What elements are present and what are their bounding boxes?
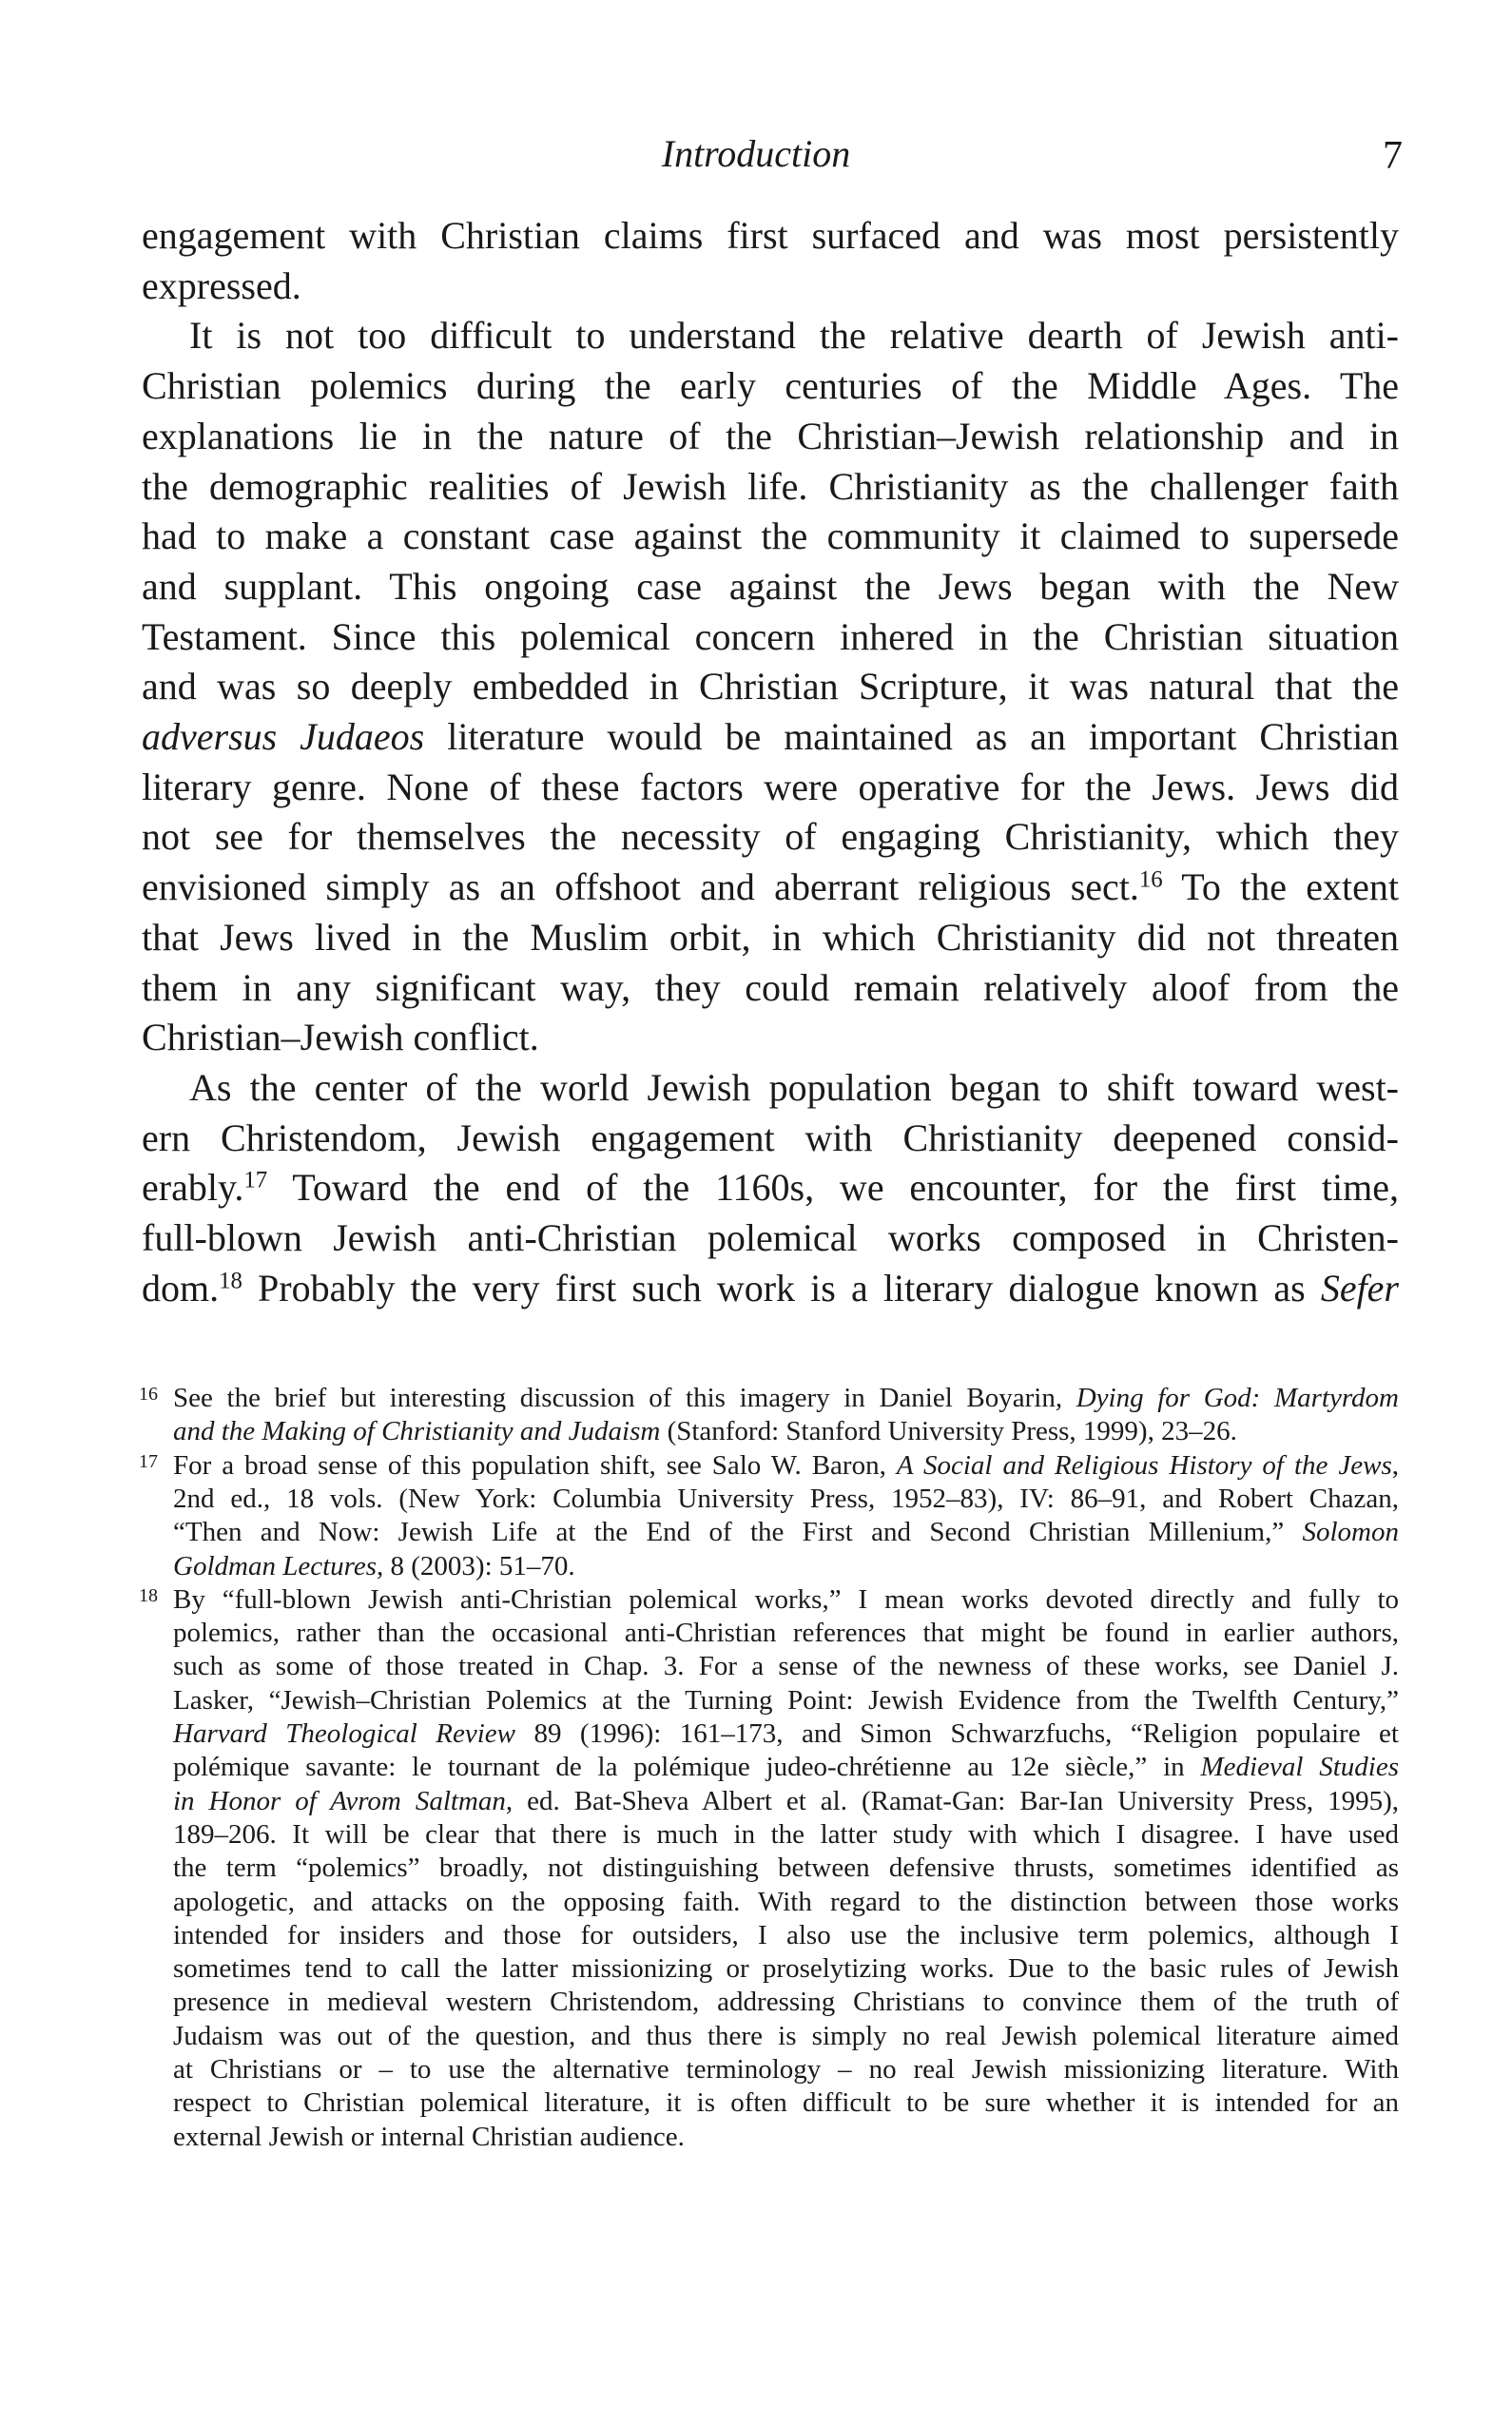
text-run: erably. <box>142 1166 244 1210</box>
italic-title: in Honor of Avrom Saltman <box>173 1785 506 1816</box>
body-line <box>142 662 1399 711</box>
text-run: ern Christendom, Jewish engagement with Christianity deepened consid- <box>142 1116 1399 1159</box>
body-line <box>142 863 1399 912</box>
footnote-reference: 18 <box>219 1268 242 1294</box>
italic-title: Solomon <box>1302 1517 1399 1548</box>
text-run: As the center of the world Jewish population began to shift toward west- <box>189 1065 1399 1109</box>
text-run: envisioned simply as an offshoot and aberrant religious sect. <box>142 865 1139 909</box>
body-line <box>142 1114 1399 1163</box>
footnote-line <box>173 2121 1399 2154</box>
body-line <box>142 361 1399 411</box>
body-line <box>142 763 1399 812</box>
running-header: Introduction <box>661 132 851 175</box>
text-run: the demographic realities of Jewish life. Christianity as the challenger faith <box>142 464 1399 508</box>
body-line <box>142 1063 1399 1113</box>
text-run: full-blown Jewish anti-Christian polemical works composed in Christen- <box>142 1216 1399 1259</box>
text-run: had to make a constant case against the community it claimed to supersede <box>142 514 1399 558</box>
page-number: 7 <box>1383 134 1403 178</box>
text-run: the term “polemics” broadly, not distinguishing between defensive thrusts, sometimes identified as <box>173 1853 1399 1884</box>
footnote-line <box>173 1583 1399 1617</box>
text-run: Testament. Since this polemical concern inhered in the Christian situation <box>142 614 1399 658</box>
text-run: , ed. Bat-Sheva Albert et al. (Ramat-Gan: Bar-Ian University Press, 1995), <box>505 1785 1399 1816</box>
text-run: Lasker, “Jewish–Christian Polemics at the Turning Point: Jewish Evidence from the Twelfth Century,” <box>173 1684 1399 1716</box>
text-run: dom. <box>142 1266 220 1310</box>
text-run: 189–206. It will be clear that there is much in the latter study with which I disagree. I have used <box>173 1818 1399 1850</box>
footnote-line <box>173 1886 1399 1919</box>
body-line <box>142 211 1399 261</box>
body-line <box>142 462 1399 512</box>
footnote-line <box>173 1986 1399 2019</box>
footnote-line <box>173 1952 1399 1986</box>
footnote-line <box>173 1516 1399 1549</box>
footnote-line <box>173 2086 1399 2120</box>
body-line <box>142 913 1399 962</box>
body-line <box>142 712 1399 762</box>
body-line <box>142 412 1399 461</box>
text-run: 89 (1996): 161–173, and Simon Schwarzfuchs, “Religion populaire et <box>515 1718 1399 1749</box>
footnote-line <box>173 1650 1399 1683</box>
footnote-line <box>173 2020 1399 2053</box>
italic-title: adversus Judaeos <box>142 715 425 758</box>
body-line <box>142 1163 1399 1212</box>
footnote-line <box>173 1382 1399 1415</box>
italic-title: Goldman Lectures <box>173 1550 377 1581</box>
text-run: explanations lie in the nature of the Christian–Jewish relationship and in <box>142 414 1399 457</box>
text-run: It is not too difficult to understand the relative dearth of Jewish anti- <box>189 314 1399 358</box>
body-line <box>142 1264 1399 1313</box>
text-run: Christian polemics during the early centuries of the Middle Ages. The <box>142 364 1399 408</box>
italic-title: A Social and Religious History of the Jews <box>896 1449 1392 1481</box>
text-run: respect to Christian polemical literature, it is often difficult to be sure whether it is intended for an <box>173 2087 1399 2119</box>
footnote-line <box>173 1818 1399 1852</box>
italic-title: Harvard Theological Review <box>173 1718 515 1749</box>
text-run: and supplant. This ongoing case against the Jews began with the New <box>142 564 1399 608</box>
body-line <box>142 1013 1399 1062</box>
footnote-reference: 16 <box>1138 866 1163 893</box>
text-run: “Then and Now: Jewish Life at the End of the First and Second Christian Millenium,” <box>173 1517 1303 1548</box>
text-run: Probably the very first such work is a literary dialogue known as <box>242 1266 1321 1310</box>
footnote-number: 18 <box>139 1584 158 1606</box>
footnote-line <box>173 1852 1399 1885</box>
body-line <box>142 562 1399 611</box>
italic-title: and the Making of Christianity and Judaism <box>173 1416 661 1447</box>
body-line <box>142 512 1399 561</box>
footnote-line <box>173 1751 1399 1784</box>
text-run: , 8 (2003): 51–70. <box>377 1550 575 1581</box>
text-run: 2nd ed., 18 vols. (New York: Columbia University Press, 1952–83), IV: 86–91, and Robert Chazan, <box>173 1483 1399 1514</box>
footnote-reference: 17 <box>243 1167 268 1193</box>
footnote-line <box>173 1617 1399 1650</box>
footnote-number: 16 <box>139 1384 158 1405</box>
text-run: at Christians or – to use the alternative terminology – no real Jewish missionizing literature. With <box>173 2054 1399 2085</box>
text-run: polemics, rather than the occasional anti-Christian references that might be found in earlier authors, <box>173 1618 1399 1649</box>
footnote-line <box>173 1919 1399 1952</box>
text-run: them in any significant way, they could remain relatively aloof from the <box>142 965 1399 1009</box>
footnote-line <box>173 1684 1399 1717</box>
footnote-line <box>173 1449 1399 1483</box>
footnote-number: 17 <box>139 1450 158 1472</box>
text-run: such as some of those treated in Chap. 3. For a sense of the newness of these works, see Daniel J. <box>173 1651 1399 1682</box>
footnote-line <box>173 1483 1399 1516</box>
body-line <box>142 311 1399 360</box>
text-run: literature would be maintained as an important Christian <box>424 715 1400 758</box>
text-run: Toward the end of the 1160s, we encounter, for the first time, <box>267 1166 1399 1210</box>
text-run: (Stanford: Stanford University Press, 1999), 23–26. <box>660 1416 1237 1447</box>
text-run: literary genre. None of these factors were operative for the Jews. Jews did <box>142 765 1399 808</box>
text-run: that Jews lived in the Muslim orbit, in which Christianity did not threaten <box>142 915 1399 959</box>
text-run: and was so deeply embedded in Christian Scripture, it was natural that the <box>142 665 1399 708</box>
text-run: Judaism was out of the question, and thus there is simply no real Jewish polemical literature aimed <box>173 2020 1399 2051</box>
text-run: apologetic, and attacks on the opposing faith. With regard to the distinction between those works <box>173 1886 1399 1917</box>
text-run: polémique savante: le tournant de la polémique judeo-chrétienne au 12e siècle,” in <box>173 1752 1201 1783</box>
footnote-line <box>173 1415 1399 1448</box>
footnote-line <box>173 1550 1399 1583</box>
text-run: See the brief but interesting discussion of this imagery in Daniel Boyarin, <box>173 1383 1076 1413</box>
text-run: engagement with Christian claims first surfaced and was most persistently <box>142 214 1399 257</box>
text-run: intended for insiders and those for outsiders, I also use the inclusive term polemics, although I <box>173 1919 1399 1950</box>
text-run: Christian–Jewish conflict. <box>142 1016 539 1059</box>
text-run: To the extent <box>1162 865 1399 909</box>
text-run: not see for themselves the necessity of engaging Christianity, which they <box>142 815 1399 859</box>
footnote-line <box>173 1785 1399 1818</box>
text-run: By “full-blown Jewish anti-Christian polemical works,” I mean works devoted directly and fully to <box>173 1583 1399 1615</box>
italic-title: Medieval Studies <box>1200 1752 1399 1783</box>
text-run: For a broad sense of this population shift, see Salo W. Baron, <box>173 1449 897 1481</box>
text-run: presence in medieval western Christendom, addressing Christians to convince them of the truth of <box>173 1987 1399 2018</box>
body-line <box>142 262 1399 311</box>
body-line <box>142 1213 1399 1263</box>
text-run: , <box>1391 1449 1399 1481</box>
body-line <box>142 963 1399 1013</box>
body-line <box>142 612 1399 662</box>
body-line <box>142 812 1399 862</box>
text-run: external Jewish or internal Christian audience. <box>173 2121 685 2152</box>
italic-title: Dying for God: Martyrdom <box>1076 1383 1399 1413</box>
footnote-line <box>173 2053 1399 2086</box>
italic-title: Sefer <box>1320 1266 1399 1310</box>
text-run: sometimes tend to call the latter missionizing or proselytizing works. Due to the basic rules of Jewish <box>173 1953 1399 1985</box>
text-run: expressed. <box>142 263 301 307</box>
footnote-line <box>173 1717 1399 1751</box>
